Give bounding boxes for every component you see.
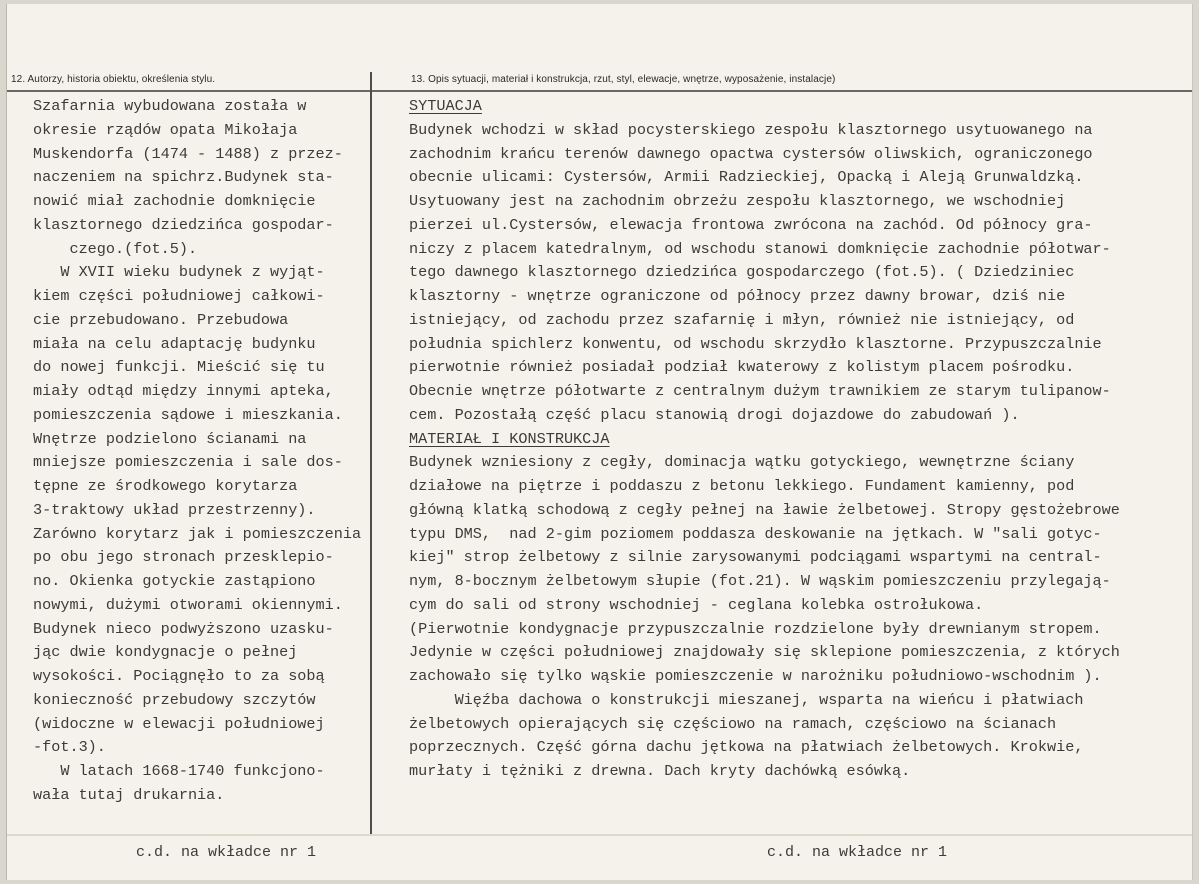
text-line: zachowało się tylko wąskie pomieszczenie w narożniku południowo-wschodnim ).	[409, 667, 1102, 685]
text-line: Szafarnia wybudowana została w	[33, 97, 307, 115]
text-line: Budynek wzniesiony z cegły, dominacja wątku gotyckiego, wewnętrzne ściany	[409, 453, 1075, 472]
text-line: miała na celu adaptację budynku	[33, 334, 316, 353]
text-line: poprzecznych. Część górna dachu jętkowa na płatwiach żelbetowych. Krokwie,	[409, 738, 1084, 757]
text-line: Budynek nieco podwyższono uzasku-	[33, 619, 334, 638]
text-line: cem. Pozostałą część placu stanowią drogi dojazdowe do zabudowań ).	[409, 405, 1020, 424]
header-divider	[7, 90, 1192, 92]
text-line: pomieszczenia sądowe i mieszkania.	[33, 405, 343, 424]
text-line: mniejsze pomieszczenia i sale dos-	[33, 453, 343, 472]
text-line: pierzei ul.Cystersów, elewacja frontowa zwrócona na zachód. Od północy gra-	[409, 215, 1093, 234]
document-sheet	[6, 4, 1193, 880]
text-line: Obecnie wnętrze półotwarte z centralnym dużym trawnikiem ze starym tulipanow-	[409, 382, 1111, 400]
text-line: klasztorny - wnętrze ograniczone od północy przez dawny browar, dziś nie	[409, 287, 1066, 305]
text-line: naczeniem na spichrz.Budynek sta-	[33, 168, 334, 187]
text-line: konieczność przebudowy szczytów	[33, 690, 316, 709]
section-heading: SYTUACJA	[409, 97, 482, 115]
continuation-note-right: c.d. na wkładce nr 1	[767, 844, 948, 861]
text-line: południa spichlerz konwentu, od wschodu skrzydło klasztorne. Przypuszczalnie	[409, 334, 1102, 353]
text-line: zachodnim krańcu terenów dawnego opactwa cystersów oliwskich, ograniczonego	[409, 144, 1093, 163]
text-line: miały odtąd między innymi apteka,	[33, 382, 334, 400]
text-line: W latach 1668-1740 funkcjono-	[33, 762, 325, 780]
text-line: nowymi, dużymi otworami okiennymi.	[33, 595, 343, 614]
text-line: czego.(fot.5).	[33, 239, 198, 258]
text-line: Budynek wchodzi w skład pocysterskiego zespołu klasztornego usytuowanego na	[409, 120, 1093, 139]
text-line: do nowej funkcji. Mieścić się tu	[33, 358, 325, 377]
text-line: wysokości. Pociągnęło to za sobą	[33, 667, 325, 685]
text-line: Zarówno korytarz jak i pomieszczenia	[33, 524, 362, 543]
text-line: 3-traktowy układ przestrzenny).	[33, 500, 316, 519]
text-line: okresie rządów opata Mikołaja	[33, 120, 298, 139]
text-line: pierwotnie również posiadał podział kwaterowy z kolistym placem pośrodku.	[409, 358, 1075, 377]
text-line: cie przebudowano. Przebudowa	[33, 310, 289, 329]
text-line: W XVII wieku budynek z wyjąt-	[33, 263, 325, 282]
text-line: -fot.3).	[33, 738, 106, 757]
text-line: tego dawnego klasztornego dziedzińca gospodarczego (fot.5). ( Dziedziniec	[409, 263, 1075, 282]
text-line: działowe na piętrze i poddaszu z betonu lekkiego. Fundament kamienny, pod	[409, 477, 1075, 495]
text-line: murłaty i tężniki z drewna. Dach kryty dachówką esówką.	[409, 762, 911, 780]
text-line: główną klatką schodową z cegły pełnej na ławie żelbetowej. Stropy gęstożebrowe	[409, 500, 1120, 519]
text-line: żelbetowych opierających się częściowo na ramach, częściowo na ścianach	[409, 714, 1057, 733]
text-line: tępne ze środkowego korytarza	[33, 477, 298, 495]
text-line: niczy z placem katedralnym, od wschodu stanowi domknięcie zachodnie półotwar-	[409, 239, 1111, 258]
text-line: nym, 8-bocznym żelbetowym słupie (fot.21). W wąskim pomieszczeniu przylegają-	[409, 572, 1111, 590]
description-column	[409, 95, 1191, 784]
text-line: Wnętrze podzielono ścianami na	[33, 429, 307, 448]
text-line: klasztornego dziedzińca gospodar-	[33, 215, 334, 234]
text-line: Jedynie w części południowej znajdowały się sklepione pomieszczenia, z których	[409, 643, 1120, 662]
text-line: Usytuowany jest na zachodnim obrzeżu zespołu klasztornego, we wschodniej	[409, 192, 1066, 210]
text-line: nowić miał zachodnie domknięcie	[33, 192, 316, 210]
text-line: istniejący, od zachodu przez szafarnię i młyn, również nie istniejący, od	[409, 310, 1075, 329]
right-section-header: 13. Opis sytuacji, materiał i konstrukcja, rzut, styl, elewacje, wnętrze, wyposażenie, instalacje)	[411, 74, 836, 85]
text-line: po obu jego stronach przesklepio-	[33, 548, 334, 567]
text-line: wała tutaj drukarnia.	[33, 785, 225, 804]
left-section-header: 12. Autorzy, historia obiektu, określenia stylu.	[11, 74, 216, 85]
text-line: Więźba dachowa o konstrukcji mieszanej, wsparta na wieńcu i płatwiach	[409, 690, 1084, 709]
text-line: no. Okienka gotyckie zastąpiono	[33, 572, 316, 590]
insert-sheet-edge	[7, 834, 1192, 836]
continuation-note-left: c.d. na wkładce nr 1	[136, 844, 317, 861]
text-line: (widoczne w elewacji południowej	[33, 714, 325, 733]
text-line: typu DMS, nad 2-gim poziomem poddasza deskowanie na jętkach. W "sali gotyc-	[409, 524, 1102, 543]
text-line: kiem części południowej całkowi-	[33, 287, 325, 305]
text-line: cym do sali od strony wschodniej - ceglana kolebka ostrołukowa.	[409, 595, 984, 614]
text-line: kiej" strop żelbetowy z silnie zarysowanymi podciągami wspartymi na central-	[409, 548, 1102, 567]
history-column	[33, 95, 369, 808]
section-heading: MATERIAŁ I KONSTRUKCJA	[409, 429, 610, 448]
text-line: obecnie ulicami: Cystersów, Armii Radzieckiej, Opacką i Aleją Grunwaldzką.	[409, 168, 1084, 187]
text-line: jąc dwie kondygnacje o pełnej	[33, 643, 298, 662]
text-line: Muskendorfa (1474 - 1488) z przez-	[33, 144, 343, 163]
column-divider	[370, 72, 372, 834]
text-line: (Pierwotnie kondygnacje przypuszczalnie rozdzielone były drewnianym stropem.	[409, 619, 1102, 638]
